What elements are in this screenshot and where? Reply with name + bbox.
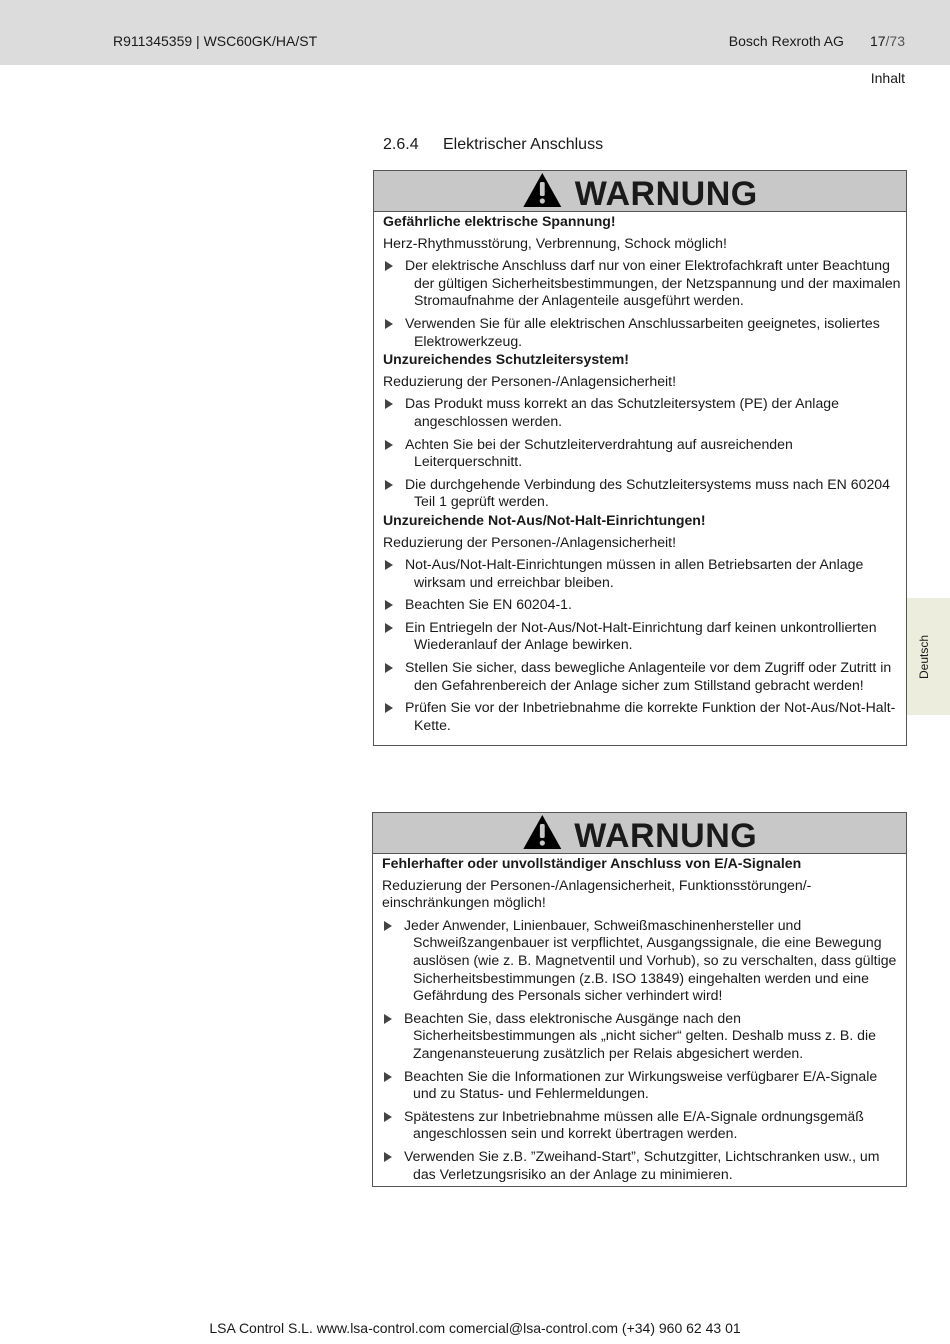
measure-list [383,257,902,350]
warning-box-electrical [373,170,907,746]
header-right [729,33,905,49]
measure-text: Beachten Sie die Informationen zur Wirkungsweise verfügbarer E/A-Signale und zu Status- und Fehlermeldungen. [404,1067,878,1102]
page-total: /73 [885,33,905,49]
bullet-arrow-icon [384,1152,392,1162]
measure-item [383,699,902,734]
warning-triangle-icon [522,171,566,188]
measure-item [383,436,902,471]
measure-text: Beachten Sie, dass elektronische Ausgänge nach den Sicherheitsbestimmungen als „nicht sicher“ gelten. Deshalb muss z. B. die Zangenansteuerung zusätzlich per Relais abgesichert werden. [404,1009,876,1061]
bullet-arrow-icon [385,261,393,271]
warning-body [373,855,906,1189]
section-title: Elektrischer Anschluss [443,136,604,153]
measure-text: Das Produkt muss korrekt an das Schutzleitersystem (PE) der Anlage angeschlossen werden. [405,395,839,429]
bullet-arrow-icon [385,480,393,490]
bullet-arrow-icon [385,399,393,409]
measure-text: Jeder Anwender, Linienbauer, Schweißmaschinenhersteller und Schweißzangenbauer ist verpflichtet, Ausgangssignale, die eine Bewegung auslösen (wie z. B. Magnetventil und Vorhub), so zu verschalten, dass gültige Sicherheitsbestimmungen (z.B. ISO 13849) eingehalten werden und eine Gefährdung des Personals sicher verhindert wird! [404,916,897,1004]
bullet-arrow-icon [385,600,393,610]
page-footer: LSA Control S.L. www.lsa-control.com comercial@lsa-control.com (+34) 960 62 43 01 [209,1320,741,1336]
bullet-arrow-icon [385,623,393,633]
measure-item [383,476,902,511]
measure-item [382,1108,902,1143]
hazard-title: Gefährliche elektrische Spannung! [383,213,616,229]
hazard-title: Unzureichende Not-Aus/Not-Halt-Einrichtungen! [383,511,706,528]
measure-text: Beachten Sie EN 60204-1. [405,596,572,613]
company-name: Bosch Rexroth AG [728,33,844,49]
measure-item [383,659,902,694]
page-number: 17 [869,33,886,49]
hazard-consequence: Reduzierung der Personen-/Anlagensicherheit! [383,372,677,389]
measure-text: Spätestens zur Inbetriebnahme müssen alle E/A-Signale ordnungsgemäß angeschlossen sein und korrekt übertragen werden. [404,1107,864,1142]
bullet-arrow-icon [385,703,393,713]
bullet-arrow-icon [384,1072,392,1082]
measure-text: Der elektrische Anschluss darf nur von einer Elektrofachkraft unter Beachtung der gültigen Sicherheitsbestimmungen, der Netzspannung und der maximalen Stromaufnahme der Anlagenteile ausgeführt werden. [405,257,901,309]
measure-list [383,556,902,734]
measure-text: Achten Sie bei der Schutzleiterverdrahtung auf ausreichenden Leiterquerschnitt. [405,435,793,470]
hazard-title: Fehlerhafter oder unvollständiger Anschluss von E/A-Signalen [382,855,802,871]
section-number: 2.6.4 [383,136,419,153]
bullet-arrow-icon [384,1112,392,1122]
measure-text: Verwenden Sie z.B. ”Zweihand-Start”, Schutzgitter, Lichtschranken usw., um das Verletzungsrisiko an der Anlage zu minimieren. [404,1147,880,1182]
warning-label: WARNUNG [574,817,758,855]
document-id: R911345359 | WSC60GK/HA/ST [113,33,318,49]
hazard-consequence: Reduzierung der Personen-/Anlagensicherheit, Funktionsstörungen/-einschränkungen möglich! [382,876,812,911]
measure-item [382,1148,902,1183]
bullet-arrow-icon [384,921,392,931]
hazard-consequence: Reduzierung der Personen-/Anlagensicherheit! [383,533,677,550]
section-heading [383,136,603,154]
hazard-consequence: Herz-Rhythmusstörung, Verbrennung, Schock möglich! [383,234,727,251]
measure-item [383,619,902,654]
measure-list [383,395,902,511]
page-header [0,0,950,65]
measure-item [383,395,902,430]
measure-text: Die durchgehende Verbindung des Schutzleitersystems muss nach EN 60204 Teil 1 geprüft werden. [405,475,890,510]
warning-triangle-icon [522,813,566,830]
measure-text: Not-Aus/Not-Halt-Einrichtungen müssen in allen Betriebsarten der Anlage wirksam und erreichbar bleiben. [405,556,864,590]
measure-item [383,257,902,310]
measure-item [382,1010,902,1063]
bullet-arrow-icon [385,319,393,329]
warning-header [373,813,906,854]
measure-item [382,917,902,1005]
measure-item [382,1068,902,1103]
measure-text: Prüfen Sie vor der Inbetriebnahme die korrekte Funktion der Not-Aus/Not-Halt-Kette. [405,699,896,733]
measure-text: Verwenden Sie für alle elektrischen Anschlussarbeiten geeignetes, isoliertes Elektrowerkzeug. [405,314,880,349]
measure-item [383,556,902,591]
measure-text: Stellen Sie sicher, dass bewegliche Anlagenteile vor dem Zugriff oder Zutritt in den Gefahrenbereich der Anlage sicher zum Stillstand gebracht werden! [405,659,892,693]
bullet-arrow-icon [385,663,393,673]
hazard-title: Unzureichendes Schutzleitersystem! [383,351,629,368]
warning-body [374,213,906,740]
measure-item [383,596,902,614]
section-label: Inhalt [870,70,905,86]
measure-item [383,315,902,350]
bullet-arrow-icon [385,560,393,570]
bullet-arrow-icon [384,1014,392,1024]
warning-header [374,171,906,212]
bullet-arrow-icon [385,440,393,450]
measure-text: Ein Entriegeln der Not-Aus/Not-Halt-Einrichtung darf keinen unkontrollierten Wiederanlauf der Anlage bewirken. [405,618,877,653]
language-tab-label: Deutsch [917,634,931,679]
measure-list [382,917,902,1183]
warning-label: WARNUNG [574,175,758,213]
warning-box-io-signals [372,812,907,1187]
